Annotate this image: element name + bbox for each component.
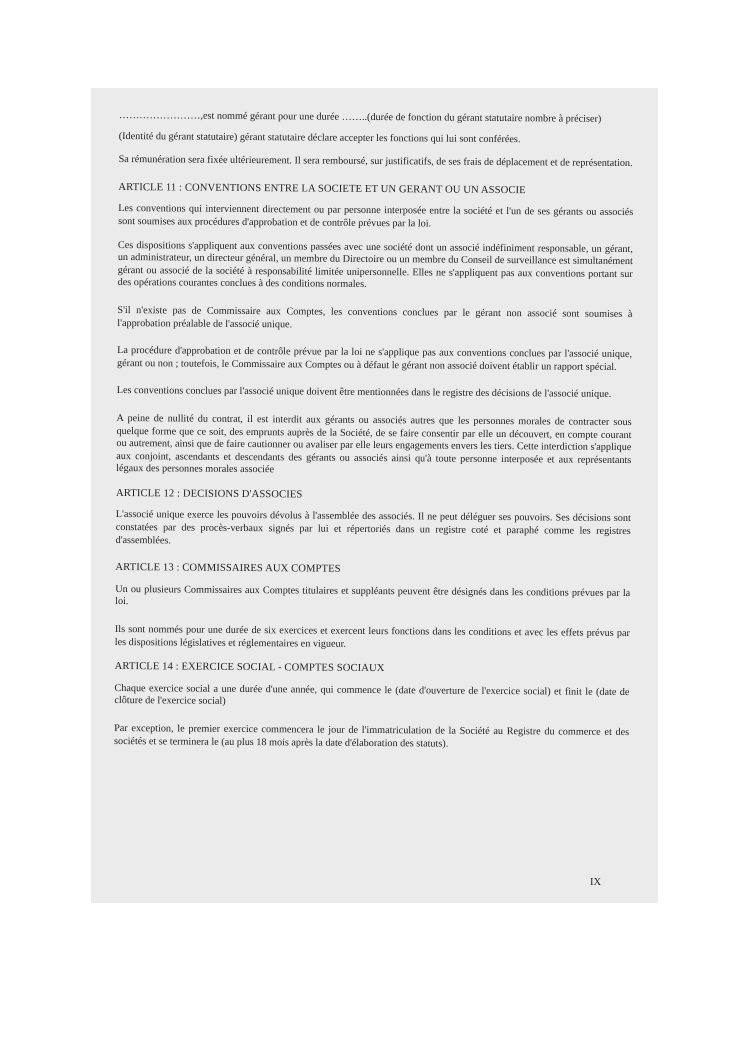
paragraph-article-11-conventions: Les conventions qui interviennent directement ou par personne interposée entre la société et l'un de ses gérants ou associés sont soumises aux procédures d'approbation et de contrôle prévues par la loi. (118, 203, 634, 230)
paragraph-article-14-premier-exercice: Par exception, le premier exercice commencera le jour de l'immatriculation de la Société au Registre du commerce et des sociétés et se terminera le (au plus 18 mois après la date d'élaboration des statuts). (114, 722, 630, 750)
page-text (114, 110, 634, 760)
scanned-page (91, 88, 658, 903)
paragraph-identite-gerant: (Identité du gérant statutaire) gérant statutaire déclare accepter les fonctions qui lui sont conférées. (118, 130, 521, 145)
paragraph-article-11-nullite: A peine de nullité du contrat, il est interdit aux gérants ou associés autres que les personnes morales de contracter sous quelque forme que ce soit, des emprunts auprès de la Société, de se faire consentir par elle un découvert, en compte courant ou autrement, ainsi que de faire cautionner ou avaliser par elle leurs engagements envers les tiers. Cette interdiction s'applique aux conjoint, ascendants et descendants des gérants ou associés ainsi qu'à toute personne interposée et aux représentants légaux des personnes morales associée (116, 412, 632, 476)
paragraph-article-11-registre: Les conventions conclues par l'associé unique doivent être mentionnées dans le registre des décisions de l'associé unique. (116, 385, 612, 401)
paragraph-article-12-decisions: L'associé unique exerce les pouvoirs dévolus à l'assemblée des associés. Il ne peut déléguer ses pouvoirs. Ses décisions sont constatées par des procès-verbaux signés par lui et répertoriés dans un registre coté et paraphé comme les registres d'assemblées. (115, 509, 631, 547)
paragraph-article-14-duree: Chaque exercice social a une durée d'une année, qui commence le (date d'ouverture de l'exercice social) et finit le (date de clôture de l'exercice social) (114, 682, 630, 708)
heading-article-14: ARTICLE 14 : EXERCICE SOCIAL - COMPTES SOCIAUX (114, 661, 385, 675)
paragraph-article-11-dispositions: Ces dispositions s'appliquent aux conventions passées avec une société dont un associé indéfiniment responsable, un gérant, un administrateur, un directeur général, un membre du Directoire ou un membre du Conseil de surveillance est simultanément gérant ou associé de la société à responsabilité limitée unipersonnelle. Elles ne s'appliquent pas aux conventions portant sur des opérations courantes conclues à des conditions normales. (117, 239, 633, 291)
paragraph-remuneration: Sa rémunération sera fixée ultérieurement. Il sera remboursé, sur justificatifs, de ses frais de déplacement et de représentation. (118, 154, 633, 170)
heading-article-11: ARTICLE 11 : CONVENTIONS ENTRE LA SOCIETE ET UN GERANT OU UN ASSOCIE (118, 181, 526, 196)
paragraph-article-11-procedure: La procédure d'approbation et de contrôle prévue par la loi ne s'applique pas aux conventions conclues par l'associé unique, gérant ou non ; toutefois, le Commissaire aux Comptes ou à défaut le gérant non associé doivent établir un rapport spécial. (116, 345, 633, 373)
page-number: IX (590, 877, 602, 888)
paragraph-article-11-commissaire: S'il n'existe pas de Commissaire aux Comptes, les conventions conclues par le gérant non associé sont soumises à l'approbation préalable de l'associé unique. (117, 304, 633, 330)
heading-article-13: ARTICLE 13 : COMMISSAIRES AUX COMPTES (115, 562, 341, 576)
paragraph-article-13-duree: Ils sont nommés pour une durée de six exercices et exercent leurs fonctions dans les conditions et avec les effets prévus par les dispositions législatives et réglementaires en vigueur. (114, 624, 630, 650)
heading-article-12: ARTICLE 12 : DECISIONS D'ASSOCIES (115, 487, 303, 501)
paragraph-gerant-nomme: ……………………,est nommé gérant pour une durée ……..(durée de fonction du gérant statutaire nombre à préciser) (118, 110, 602, 125)
paragraph-article-13-designation: Un ou plusieurs Commissaires aux Comptes titulaires et suppléants peuvent être désignés dans les conditions prévues par la loi. (115, 583, 631, 608)
